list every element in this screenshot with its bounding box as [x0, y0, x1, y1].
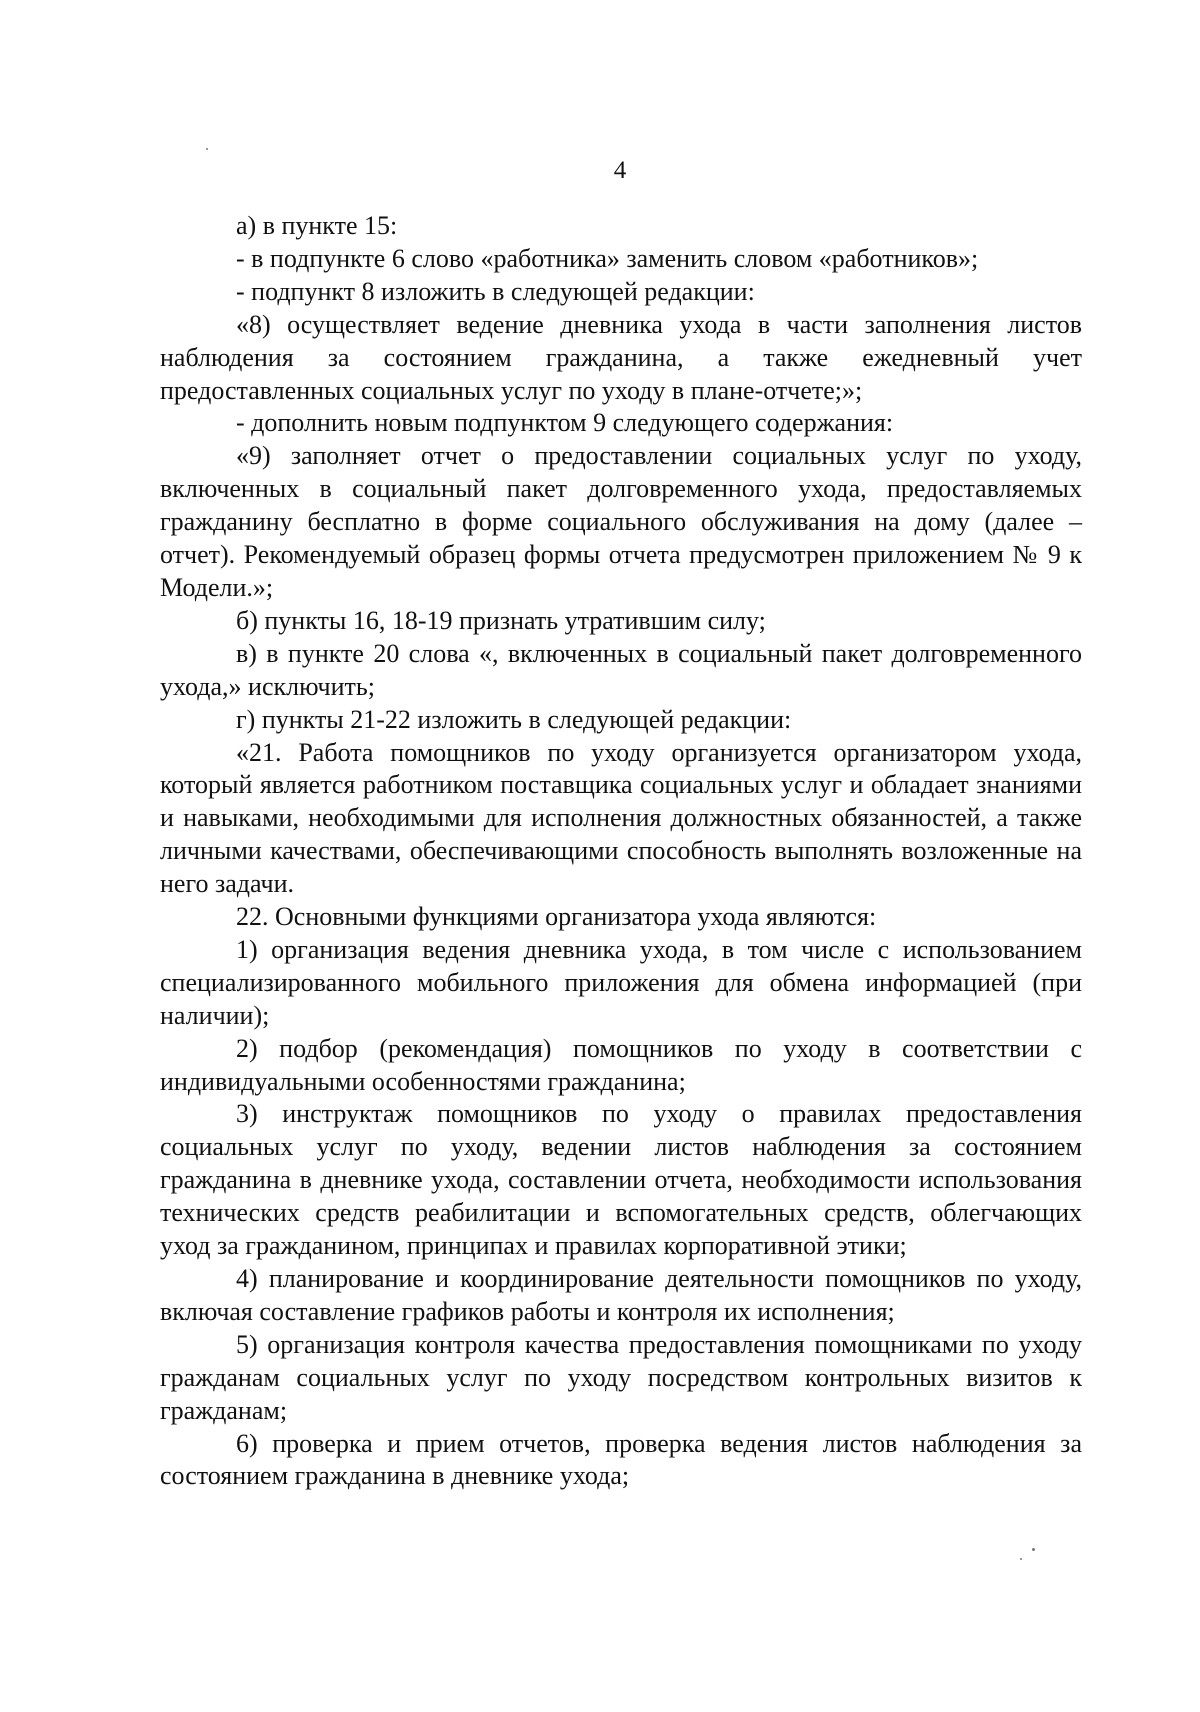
paragraph-item-g: г) пункты 21-22 изложить в следующей редакции: [236, 704, 792, 734]
paragraph-function-6: 6) проверка и прием отчетов, проверка ведения листов наблюдения за состоянием гражданина в дневнике ухода; [160, 1428, 1082, 1491]
paragraph-clause-21: «21. Работа помощников по уходу организуется организатором ухода, который является работником поставщика социальных услуг и обладает знаниями и навыками, необходимыми для исполнения должностных обязанностей, а также личными качествами, обеспечивающими способность выполнять возложенные на него задачи. [160, 737, 1082, 899]
paragraph-item-v: в) в пункте 20 слова «, включенных в социальный пакет долговременного ухода,» исключить; [160, 638, 1082, 701]
paragraph-function-5: 5) организация контроля качества предоставления помощниками по уходу гражданам социальных услуг по уходу посредством контрольных визитов к гражданам; [160, 1329, 1082, 1425]
scan-speck [1020, 1558, 1022, 1560]
paragraph-subitem-8-text: «8) осуществляет ведение дневника ухода в части заполнения листов наблюдения за состоянием гражданина, а также ежедневный учет предоставленных социальных услуг по уходу в плане-отчете;»; [160, 309, 1082, 405]
paragraph-item-b: б) пункты 16, 18-19 признать утратившим силу; [236, 605, 766, 635]
paragraph-subitem-8-intro: - подпункт 8 изложить в следующей редакции: [236, 276, 755, 306]
paragraph-subitem-9-intro: - дополнить новым подпунктом 9 следующего содержания: [236, 408, 894, 438]
paragraph-item-a: а) в пункте 15: [236, 211, 398, 240]
page-number: 4 [613, 157, 627, 184]
paragraph-subitem-9-text: «9) заполняет отчет о предоставлении социальных услуг по уходу, включенных в социальный пакет долговременного ухода, предоставляемых гражданину бесплатно в форме социального обслуживания на дому (далее – отчет). Рекомендуемый образец формы отчета предусмотрен приложением № 9 к Модели.»; [160, 441, 1082, 602]
paragraph-clause-22: 22. Основными функциями организатора ухода являются: [236, 902, 877, 932]
document-body [160, 210, 1082, 1493]
paragraph-function-4: 4) планирование и координирование деятельности помощников по уходу, включая составление графиков работы и контроля их исполнения; [160, 1264, 1082, 1326]
scan-speck [1032, 1548, 1035, 1551]
paragraph-subitem-6: - в подпункте 6 слово «работника» заменить словом «работников»; [236, 243, 979, 273]
paragraph-function-2: 2) подбор (рекомендация) помощников по уходу в соответствии с индивидуальными особенностями гражданина; [160, 1033, 1082, 1096]
paragraph-function-3: 3) инструктаж помощников по уходу о правилах предоставления социальных услуг по уходу, ведении листов наблюдения за состоянием гражданина в дневнике ухода, составлении отчета, необходимости использования технических средств реабилитации и вспомогательных средств, облегчающих уход за гражданином, принципах и правилах корпоративной этики; [160, 1099, 1082, 1261]
paragraph-function-1: 1) организация ведения дневника ухода, в том числе с использованием специализированного мобильного приложения для обмена информацией (при наличии); [160, 934, 1082, 1030]
scan-speck [206, 148, 208, 150]
